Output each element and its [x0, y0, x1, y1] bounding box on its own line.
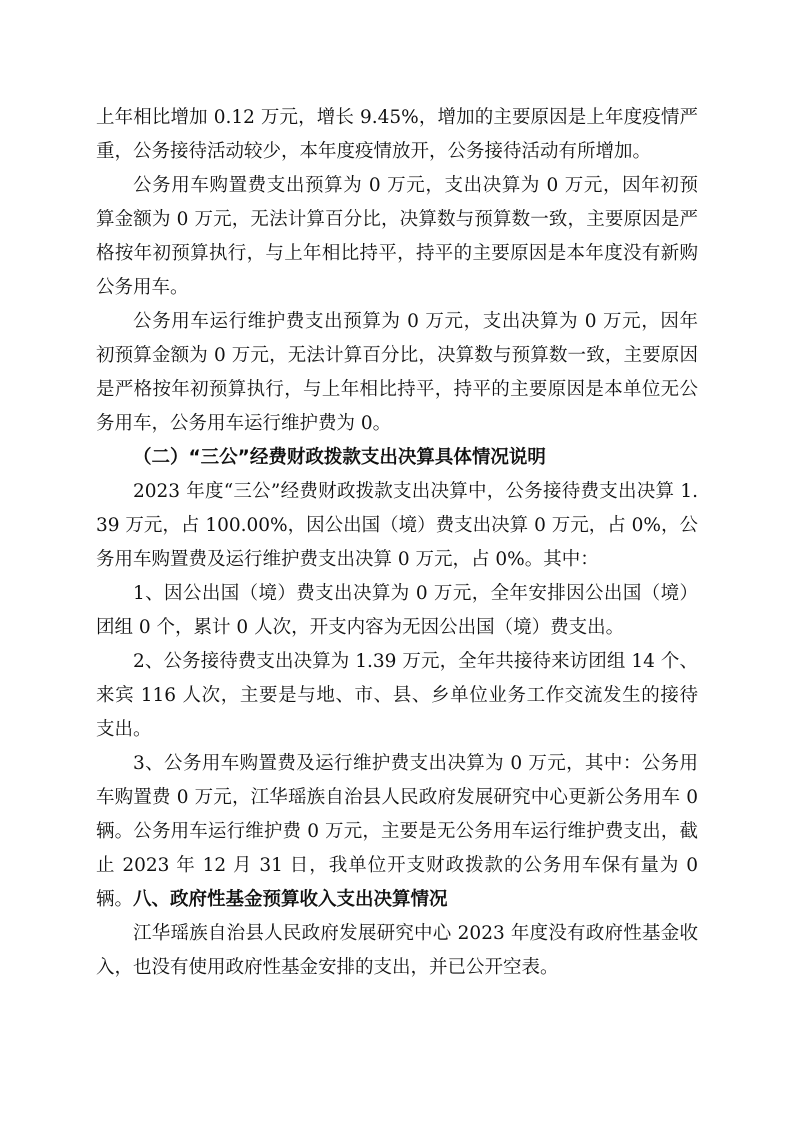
paragraph-vehicle-purchase: 公务用车购置费支出预算为 0 万元，支出决算为 0 万元，因年初预算金额为 0 万元，无法计算百分比，决算数与预算数一致，主要原因是严格按年初预算执行，与上年相比持平，持平的主要原因是本年度没有新购公务用车。 — [96, 175, 698, 298]
section-heading-three-public: （二）“三公”经费财政拨款支出决算具体情况说明 — [133, 447, 546, 468]
section-heading-government-fund: 八、政府性基金预算收入支出决算情况 — [133, 889, 448, 910]
paragraph-vehicle-detail: 3、公务用车购置费及运行维护费支出决算为 0 万元，其中：公务用车购置费 0 万元，江华瑶族自治县人民政府发展研究中心更新公务用车 0 辆。公务用车运行维护费 0 万元，主要是无公务用车运行维护费支出，截止 2023 年 12 月 31 日，我单位开支财政拨款的公务用车保有量为 0 辆。 — [96, 753, 698, 910]
paragraph-government-fund: 江华瑶族自治县人民政府发展研究中心 2023 年度没有政府性基金收入，也没有使用政府性基金安排的支出，并已公开空表。 — [96, 923, 698, 978]
paragraph-hospitality-increase: 上年相比增加 0.12 万元，增长 9.45%，增加的主要原因是上年度疫情严重，公务接待活动较少，本年度疫情放开，公务接待活动有所增加。 — [96, 107, 698, 162]
paragraph-vehicle-maintenance: 公务用车运行维护费支出预算为 0 万元，支出决算为 0 万元，因年初预算金额为 0 万元，无法计算百分比，决算数与预算数一致，主要原因是严格按年初预算执行，与上年相比持平，持平的主要原因是本单位无公务用车，公务用车运行维护费为 0。 — [96, 311, 698, 434]
paragraph-overseas-travel: 1、因公出国（境）费支出决算为 0 万元，全年安排因公出国（境）团组 0 个，累计 0 人次，开支内容为无因公出国（境）费支出。 — [96, 583, 698, 638]
paragraph-three-public-summary: 2023 年度“三公”经费财政拨款支出决算中，公务接待费支出决算 1.39 万元，占 100.00%，因公出国（境）费支出决算 0 万元，占 0%，公务用车购置费及运行维护费支出决算 0 万元，占 0%。其中： — [96, 481, 698, 570]
paragraph-hospitality-detail: 2、公务接待费支出决算为 1.39 万元，全年共接待来访团组 14 个、来宾 116 人次，主要是与地、市、县、乡单位业务工作交流发生的接待支出。 — [96, 651, 698, 740]
